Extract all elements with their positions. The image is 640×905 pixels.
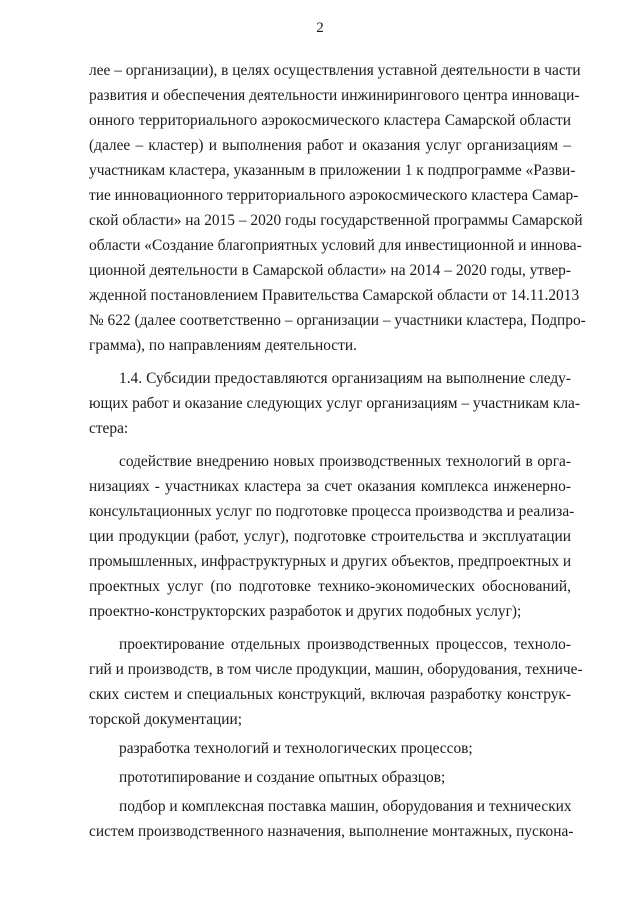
text-line: области «Создание благоприятных условий для инвестиционной и иннова- bbox=[89, 237, 582, 254]
text-line: разработка технологий и технологических процессов; bbox=[119, 740, 473, 757]
paragraph-list-item bbox=[89, 765, 571, 790]
text-line: ции продукции (работ, услуг), подготовке строительства и эксплуатации bbox=[89, 528, 571, 545]
text-line: стера: bbox=[89, 420, 129, 437]
text-line: развития и обеспечения деятельности инжинирингового центра инноваци- bbox=[89, 87, 580, 104]
text-line: № 622 (далее соответственно – организации – участники кластера, Подпро- bbox=[89, 312, 586, 329]
text-line: низациях - участниках кластера за счет оказания комплекса инженерно- bbox=[89, 478, 571, 495]
text-line: проектирование отдельных производственных процессов, техноло- bbox=[119, 636, 571, 653]
text-line: 1.4. Субсидии предоставляются организациям на выполнение следу- bbox=[119, 370, 571, 387]
text-line: прототипирование и создание опытных образцов; bbox=[119, 769, 446, 786]
text-line: консультационных услуг по подготовке процесса производства и реализа- bbox=[89, 503, 575, 520]
text-line: торской документации; bbox=[89, 711, 243, 728]
document-body bbox=[89, 58, 586, 844]
text-line: жденной постановлением Правительства Самарской области от 14.11.2013 bbox=[89, 287, 580, 304]
text-line: проектно-конструкторских разработок и других подобных услуг); bbox=[89, 603, 522, 620]
text-line: проектных услуг (по подготовке технико-экономических обоснований, bbox=[89, 578, 571, 595]
text-line: ционной деятельности в Самарской области» на 2014 – 2020 годы, утвер- bbox=[89, 262, 571, 279]
paragraph-continuation bbox=[89, 58, 586, 358]
paragraph-list-item bbox=[89, 736, 571, 761]
paragraph-clause-1-4 bbox=[89, 366, 580, 441]
text-line: лее – организации), в целях осуществления уставной деятельности в части bbox=[89, 62, 581, 79]
text-line: грамма), по направлениям деятельности. bbox=[89, 337, 357, 354]
text-line: промышленных, инфраструктурных и других объектов, предпроектных и bbox=[89, 553, 572, 570]
text-line: гий и производств, в том числе продукции, машин, оборудования, техниче- bbox=[89, 661, 583, 678]
text-line: подбор и комплексная поставка машин, оборудования и технических bbox=[119, 798, 572, 815]
text-line: ских систем и специальных конструкций, включая разработку конструк- bbox=[89, 686, 571, 703]
text-line: тие инновационного территориального аэрокосмического кластера Самар- bbox=[89, 187, 579, 204]
text-line: ской области» на 2015 – 2020 годы государственной программы Самарской bbox=[89, 212, 583, 229]
paragraph-list-item bbox=[89, 632, 583, 732]
text-line: ющих работ и оказание следующих услуг организациям – участникам кла- bbox=[89, 395, 580, 412]
text-line: систем производственного назначения, выполнение монтажных, пускона- bbox=[89, 823, 574, 840]
text-line: участникам кластера, указанным в приложении 1 к подпрограмме «Разви- bbox=[89, 162, 576, 179]
text-line: содействие внедрению новых производственных технологий в орга- bbox=[119, 453, 571, 470]
paragraph-list-item bbox=[89, 794, 574, 844]
page-number: 2 bbox=[316, 20, 324, 36]
text-line: (далее – кластер) и выполнения работ и оказания услуг организациям – bbox=[89, 137, 571, 154]
text-line: онного территориального аэрокосмического кластера Самарской области bbox=[89, 112, 571, 129]
paragraph-list-item bbox=[89, 449, 575, 624]
